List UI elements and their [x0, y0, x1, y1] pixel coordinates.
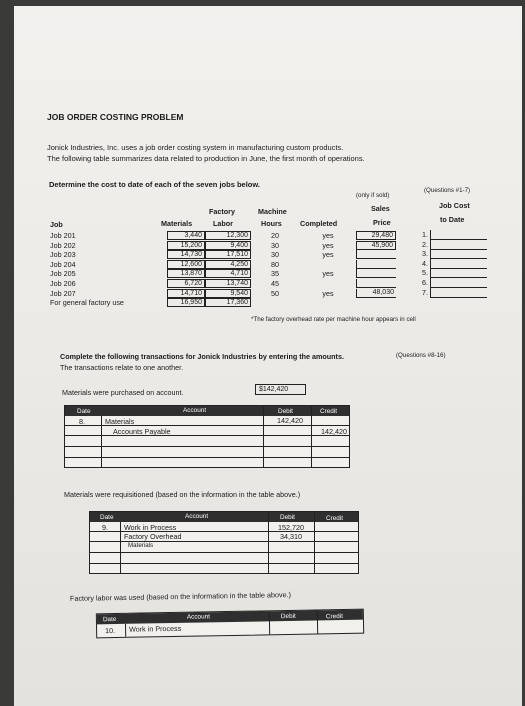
t9-journal-header — [90, 512, 358, 522]
t9-description: Materials were requisitioned (based on the information in the table above.) — [64, 490, 301, 499]
labor-cell: 9,400 — [205, 241, 251, 250]
labor-cell: 4,710 — [205, 269, 251, 278]
t8-hdr-credit: Credit — [320, 408, 338, 415]
job-cost-answer-field[interactable] — [430, 249, 487, 259]
labor-cell: 9,540 — [205, 289, 251, 298]
header-price: Price — [373, 218, 391, 227]
t10-hdr-account: Account — [186, 613, 211, 621]
hours-cell: 50 — [271, 289, 279, 298]
hours-cell: 35 — [271, 269, 279, 278]
job-cost-answer-field[interactable] — [430, 288, 487, 298]
hours-cell: 20 — [271, 231, 279, 240]
header-job-cost: Job Cost — [439, 201, 470, 210]
t9-date: 9. — [102, 523, 108, 532]
job-name: Job 207 — [50, 289, 76, 298]
questions-8-16-label: (Questions #8-16) — [396, 352, 446, 359]
question-number: 6. — [422, 278, 428, 287]
materials-cell: 14,710 — [167, 289, 205, 298]
sales-price-cell — [356, 260, 396, 269]
t10-row1-account[interactable]: Work in Process — [129, 623, 182, 634]
job-name: Job 202 — [50, 241, 76, 250]
t9-hdr-debit: Debit — [280, 514, 295, 521]
t9-hdr-account: Account — [185, 513, 209, 520]
header-to-date: to Date — [440, 215, 465, 224]
labor-cell: 17,510 — [205, 250, 251, 259]
t8-date: 8. — [79, 417, 85, 426]
t10-date: 10. — [105, 626, 116, 636]
sales-price-cell — [356, 250, 396, 259]
t8-row2-credit[interactable]: 142,420 — [321, 427, 347, 436]
header-labor: Labor — [213, 219, 233, 228]
t8-row1-debit[interactable]: 142,420 — [277, 416, 303, 425]
question-number: 4. — [422, 259, 428, 268]
job-cost-answer-field[interactable] — [430, 230, 487, 240]
instruction-text: Determine the cost to date of each of the seven jobs below. — [49, 180, 261, 189]
t10-hdr-debit: Debit — [280, 612, 296, 621]
t9-hdr-date: Date — [100, 514, 114, 521]
header-job: Job — [50, 220, 63, 229]
t8-row1-account[interactable]: Materials — [105, 417, 135, 426]
job-name: Job 201 — [50, 231, 76, 240]
t8-amount: $142,420 — [255, 384, 306, 395]
question-number: 2. — [422, 240, 428, 249]
job-name: Job 203 — [50, 250, 76, 259]
completed-cell: yes — [322, 231, 334, 240]
t10-description: Factory labor was used (based on the information in the table above.) — [69, 590, 292, 603]
labor-cell: 13,740 — [205, 279, 251, 288]
job-name: Job 206 — [50, 279, 76, 288]
page-title: JOB ORDER COSTING PROBLEM — [47, 112, 184, 122]
overhead-note: *The factory overhead rate per machine hour appears in cell — [251, 316, 416, 323]
question-number: 7. — [422, 288, 428, 297]
header-machine: Machine — [258, 207, 287, 216]
sales-price-cell: 48,030 — [356, 289, 396, 298]
materials-cell: 16,950 — [167, 298, 205, 307]
t10-journal-header — [97, 610, 363, 625]
t8-description: Materials were purchased on account. — [62, 388, 184, 397]
completed-cell: yes — [322, 289, 334, 298]
job-name: Job 204 — [50, 260, 76, 269]
completed-cell: yes — [322, 250, 334, 259]
t8-hdr-debit: Debit — [278, 408, 293, 415]
materials-cell: 15,200 — [167, 241, 205, 250]
completed-cell: yes — [322, 269, 334, 278]
t9-row2-debit[interactable]: 34,310 — [280, 532, 302, 541]
header-hours: Hours — [261, 219, 282, 228]
sales-price-cell: 29,480 — [356, 231, 396, 240]
hours-cell: 30 — [271, 241, 279, 250]
materials-cell: 13,870 — [167, 269, 205, 278]
header-sales: Sales — [371, 204, 390, 213]
t8-hdr-account: Account — [183, 407, 207, 414]
job-cost-answer-field[interactable] — [430, 278, 487, 288]
header-materials: Materials — [161, 219, 193, 228]
labor-cell: 17,360 — [205, 298, 251, 307]
job-cost-answer-field[interactable] — [430, 268, 487, 278]
hours-cell: 30 — [271, 250, 279, 259]
labor-cell: 4,250 — [205, 260, 251, 269]
transactions-note: The transactions relate to one another. — [60, 363, 184, 372]
job-name: For general factory use — [50, 298, 124, 307]
questions-1-7-label: (Questions #1-7) — [424, 187, 471, 194]
t9-journal-table — [89, 511, 359, 574]
materials-cell: 14,730 — [167, 250, 205, 259]
job-name: Job 205 — [50, 269, 76, 278]
materials-cell: 6,720 — [167, 279, 205, 288]
t9-row1-account[interactable]: Work in Process — [124, 523, 177, 532]
sales-price-cell — [356, 279, 396, 288]
t10-hdr-credit: Credit — [325, 613, 344, 621]
only-if-sold-label: (only if sold) — [356, 192, 390, 199]
t10-journal-table — [96, 609, 364, 639]
hours-cell: 45 — [271, 279, 279, 288]
sales-price-cell: 45,900 — [356, 241, 396, 250]
t8-journal-header — [65, 406, 349, 416]
materials-cell: 3,440 — [167, 231, 205, 240]
hours-cell: 80 — [271, 260, 279, 269]
intro-line-2: The following table summarizes data related to production in June, the first month of operations. — [47, 154, 365, 163]
header-factory: Factory — [209, 207, 235, 216]
worksheet-page — [14, 6, 522, 706]
sales-price-cell — [356, 269, 396, 278]
t9-hdr-credit: Credit — [326, 515, 344, 522]
t9-row3-account[interactable]: Materials — [128, 542, 154, 549]
header-completed: Completed — [300, 219, 338, 228]
labor-cell: 12,300 — [205, 231, 251, 240]
question-number: 5. — [422, 268, 428, 277]
complete-heading: Complete the following transactions for Jonick Industries by entering the amounts. — [60, 352, 344, 361]
t9-row2-account[interactable]: Factory Overhead — [124, 532, 182, 541]
question-number: 1. — [422, 230, 428, 239]
materials-cell: 12,600 — [167, 260, 205, 269]
t9-row1-debit[interactable]: 152,720 — [278, 523, 304, 532]
t8-row2-account[interactable]: Accounts Payable — [113, 427, 171, 436]
completed-cell: yes — [322, 241, 334, 250]
question-number: 3. — [422, 249, 428, 258]
t8-hdr-date: Date — [77, 408, 91, 415]
intro-line-1: Jonick Industries, Inc. uses a job order costing system in manufacturing custom products. — [47, 143, 344, 152]
t10-hdr-date: Date — [102, 615, 117, 624]
t8-journal-table — [64, 405, 350, 468]
